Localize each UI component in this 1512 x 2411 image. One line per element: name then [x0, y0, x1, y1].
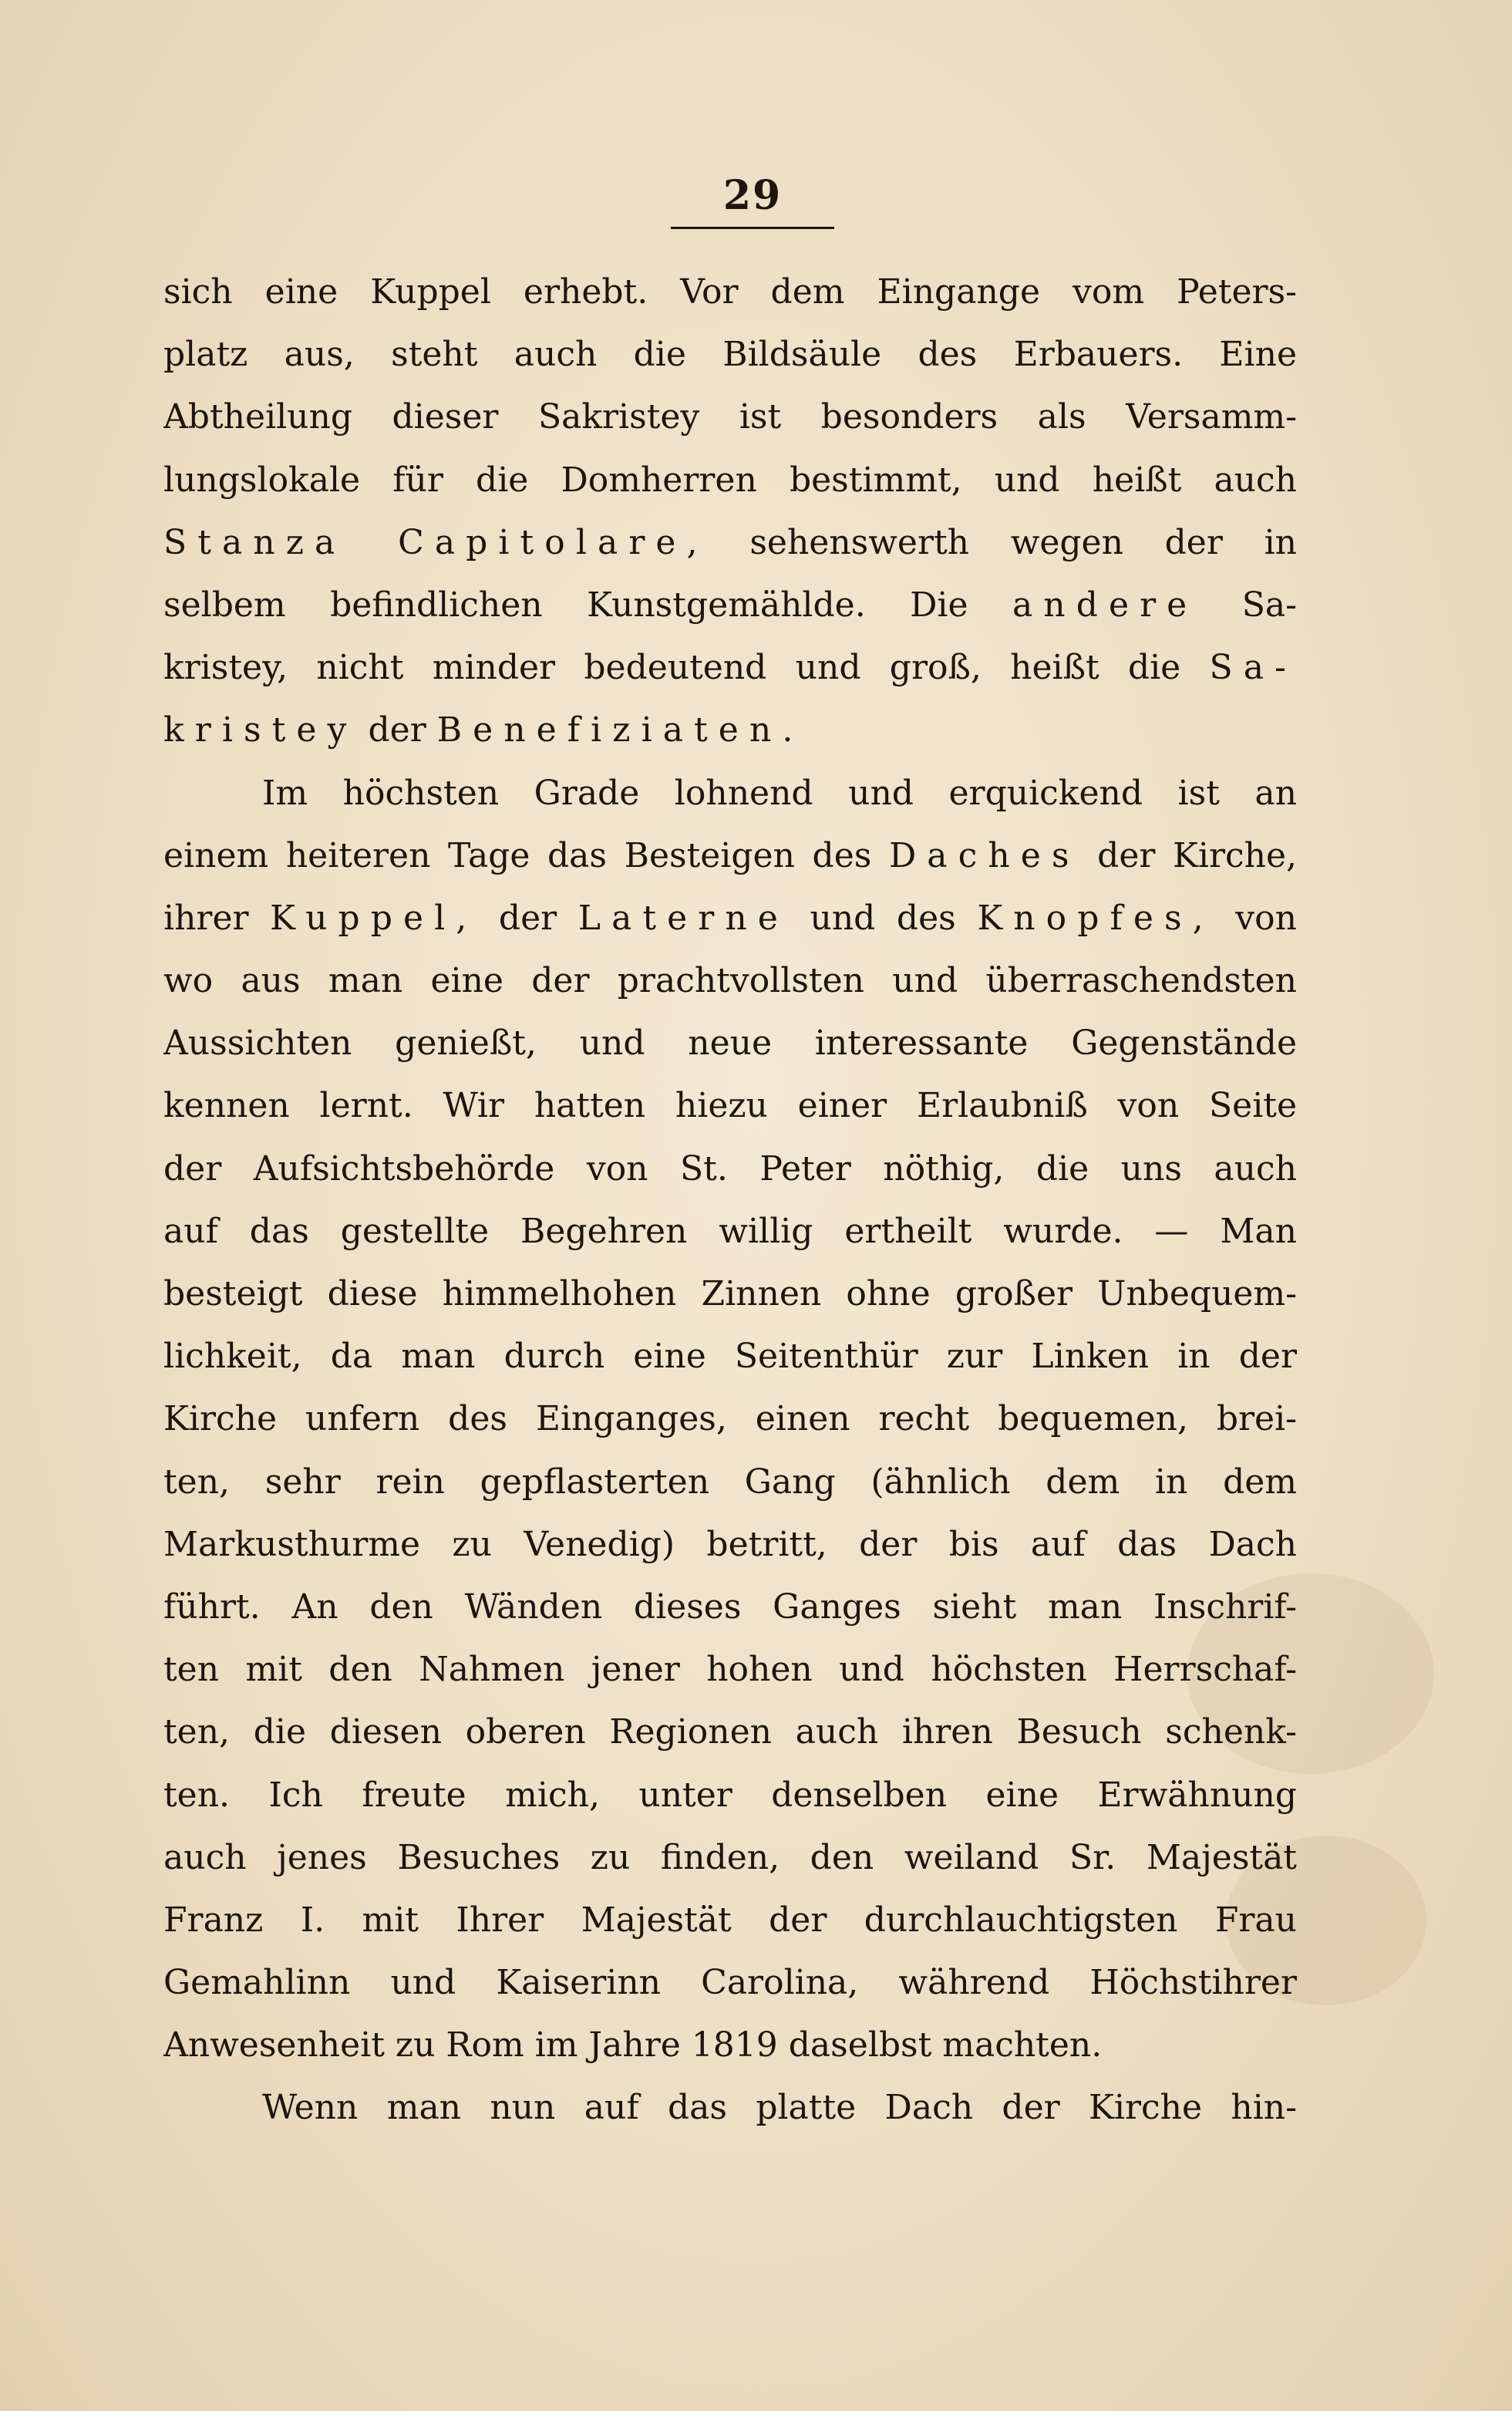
text-line	[163, 699, 1297, 761]
line-text: ten, die diesen oberen Regionen auch ihren Besuch schenk-	[163, 1712, 1297, 1752]
text-line	[163, 887, 1297, 949]
line-text: führt. An den Wänden dieses Ganges sieht man Inschrif-	[163, 1587, 1297, 1627]
line-text: von	[1214, 898, 1297, 938]
text-line	[163, 636, 1297, 699]
text-line	[163, 574, 1297, 636]
text-line	[163, 1701, 1297, 1763]
text-line	[163, 1388, 1297, 1450]
line-text: wo aus man eine der prachtvollsten und überraschendsten	[163, 961, 1297, 1001]
text-line	[163, 1826, 1297, 1889]
line-text: kristey, nicht minder bedeutend und groß, heißt die	[163, 648, 1210, 688]
spaced-emphasis-text: Knopfes,	[977, 898, 1214, 938]
line-text: der Kirche,	[1079, 835, 1297, 875]
text-body	[163, 261, 1297, 2140]
line-text: einem heiteren Tage das Besteigen des	[163, 835, 889, 875]
line-text: lungslokale für die Domherren bestimmt, und heißt auch	[163, 460, 1297, 500]
text-line	[163, 1200, 1297, 1263]
line-text: platz aus, steht auch die Bildsäule des Erbauers. Eine	[163, 335, 1297, 375]
line-text: ihrer	[163, 898, 271, 938]
text-line	[163, 1012, 1297, 1074]
line-text: lichkeit, da man durch eine Seitenthür zur Linken in der	[163, 1337, 1297, 1377]
line-text: Markusthurme zu Venedig) betritt, der bis auf das Dach	[163, 1524, 1297, 1564]
spaced-emphasis-text: kristey	[163, 710, 358, 750]
line-text: Anwesenheit zu Rom im Jahre 1819 daselbst machten.	[163, 2025, 1103, 2065]
text-line	[163, 1451, 1297, 1513]
page-header	[671, 171, 834, 241]
text-line	[163, 1263, 1297, 1325]
text-line	[163, 386, 1297, 448]
text-line	[163, 449, 1297, 511]
text-line	[163, 762, 1297, 824]
spaced-emphasis-text: Stanza Capitolare,	[163, 522, 709, 562]
line-text: kennen lernt. Wir hatten hiezu einer Erlaubniß von Seite	[163, 1086, 1297, 1126]
spaced-emphasis-text: Laterne	[578, 898, 789, 938]
line-text: und des	[788, 898, 978, 938]
line-text: selbem befindlichen Kunstgemählde. Die	[163, 585, 1012, 625]
text-line	[163, 511, 1297, 574]
line-text: ten mit den Nahmen jener hohen und höchsten Herrschaf-	[163, 1650, 1297, 1690]
line-text: der Aufsichtsbehörde von St. Peter nöthig, die uns auch	[163, 1148, 1297, 1189]
line-text: der	[477, 898, 578, 938]
text-line	[163, 1513, 1297, 1576]
text-line	[163, 1576, 1297, 1638]
line-text: auf das gestellte Begehren willig ertheilt wurde. — Man	[163, 1211, 1297, 1251]
line-text: Gemahlinn und Kaiserinn Carolina, während Höchstihrer	[163, 1963, 1297, 2003]
text-line	[163, 1889, 1297, 1951]
line-text: Wenn man nun auf das platte Dach der Kirche hin-	[262, 2088, 1297, 2128]
line-text: Im höchsten Grade lohnend und erquickend ist an	[262, 773, 1297, 813]
spaced-emphasis-text: Sa-	[1209, 648, 1297, 688]
line-text: besteigt diese himmelhohen Zinnen ohne großer Unbequem-	[163, 1274, 1297, 1313]
header-rule	[671, 227, 834, 229]
text-line	[163, 1951, 1297, 2014]
line-text: auch jenes Besuches zu finden, den weiland Sr. Majestät	[163, 1837, 1297, 1877]
line-text: Franz I. mit Ihrer Majestät der durchlauchtigsten Frau	[163, 1900, 1297, 1940]
text-line	[163, 1074, 1297, 1137]
line-text: der	[357, 710, 437, 750]
line-text: sich eine Kuppel erhebt. Vor dem Eingange vom Peters-	[163, 272, 1297, 312]
line-text: Sa-	[1197, 585, 1297, 625]
text-line	[163, 1325, 1297, 1388]
spaced-emphasis-text: Benefiziaten.	[436, 710, 804, 750]
page-number: 29	[722, 172, 783, 219]
spaced-emphasis-text: andere	[1012, 585, 1198, 625]
text-line	[163, 1638, 1297, 1701]
line-text: Abtheilung dieser Sakristey ist besonders als Versamm-	[163, 397, 1297, 437]
line-text: Kirche unfern des Einganges, einen recht bequemen, brei-	[163, 1399, 1297, 1439]
line-text: ten. Ich freute mich, unter denselben eine Erwähnung	[163, 1775, 1297, 1815]
text-line	[163, 1764, 1297, 1826]
text-line	[163, 323, 1297, 386]
text-line	[163, 824, 1297, 887]
line-text: ten, sehr rein gepflasterten Gang (ähnlich dem in dem	[163, 1462, 1297, 1502]
text-line	[163, 1138, 1297, 1200]
line-text: Aussichten genießt, und neue interessante Gegenstände	[163, 1023, 1297, 1064]
spaced-emphasis-text: Daches	[888, 835, 1080, 875]
text-line	[163, 261, 1297, 323]
spaced-emphasis-text: Kuppel,	[270, 898, 478, 938]
text-line	[163, 2014, 1297, 2076]
text-line	[163, 2076, 1297, 2139]
line-text: sehenswerth wegen der in	[708, 522, 1297, 562]
text-line	[163, 949, 1297, 1012]
